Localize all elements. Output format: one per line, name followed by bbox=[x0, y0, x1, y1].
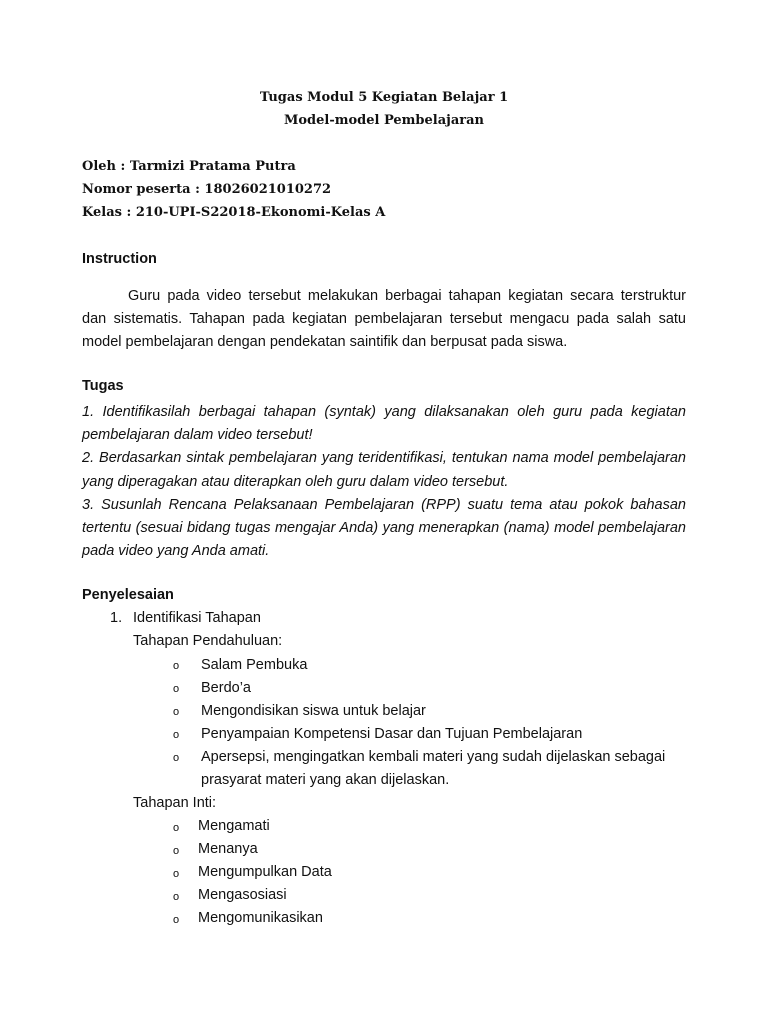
tugas-list bbox=[82, 401, 686, 563]
penyelesaian-heading: Penyelesaian bbox=[82, 587, 174, 603]
instruction-heading: Instruction bbox=[82, 251, 157, 267]
pendahuluan-item-continuation: prasyarat materi yang akan dijelaskan. bbox=[201, 772, 450, 788]
title-line-1: Tugas Modul 5 Kegiatan Belajar 1 bbox=[259, 90, 509, 105]
bullet-icon: o bbox=[173, 891, 180, 903]
pendahuluan-label: Tahapan Pendahuluan: bbox=[133, 633, 283, 649]
inti-item: Mengamati bbox=[198, 818, 270, 834]
bullet-icon: o bbox=[173, 683, 180, 695]
participant-number: Nomor peserta : 18026021010272 bbox=[82, 182, 332, 197]
pendahuluan-item: Salam Pembuka bbox=[201, 657, 308, 673]
tugas-item-1: 1. Identifikasilah berbagai tahapan (syntak) yang dilaksanakan oleh guru pada kegiatan pembelajaran dalam video tersebut! bbox=[82, 404, 686, 444]
author-info bbox=[82, 155, 385, 224]
author-name: Oleh : Tarmizi Pratama Putra bbox=[82, 159, 296, 174]
title-line-2: Model-model Pembelajaran bbox=[283, 113, 485, 128]
class-name: Kelas : 210-UPI-S22018-Ekonomi-Kelas A bbox=[82, 205, 386, 220]
inti-label: Tahapan Inti: bbox=[133, 795, 217, 811]
bullet-icon: o bbox=[173, 868, 180, 880]
instruction-paragraph: Guru pada video tersebut melakukan berbagai tahapan kegiatan secara terstruktur dan sistematis. Tahapan pada kegiatan pembelajaran tersebut mengacu pada salah satu model pembelajaran dengan pendekatan saintifik dan berpusat pada siswa. bbox=[82, 288, 686, 351]
pendahuluan-item: Berdo’a bbox=[201, 680, 251, 696]
bullet-icon: o bbox=[173, 706, 180, 718]
solution-item-number: 1. bbox=[110, 610, 123, 626]
bullet-icon: o bbox=[173, 729, 180, 741]
bullet-icon: o bbox=[173, 914, 180, 926]
bullet-icon: o bbox=[173, 822, 180, 834]
tugas-item-3: 3. Susunlah Rencana Pelaksanaan Pembelajaran (RPP) suatu tema atau pokok bahasan tertentu (sesuai bidang tugas mengajar Anda) yang menerapkan (nama) model pembelajaran pada video yang Anda amati. bbox=[82, 496, 686, 560]
bullet-icon: o bbox=[173, 752, 180, 764]
pendahuluan-item: Apersepsi, mengingatkan kembali materi yang sudah dijelaskan sebagai bbox=[201, 749, 666, 765]
document-title bbox=[0, 86, 768, 132]
bullet-icon: o bbox=[173, 845, 180, 857]
solution-item-title: Identifikasi Tahapan bbox=[133, 610, 261, 626]
pendahuluan-item: Mengondisikan siswa untuk belajar bbox=[201, 703, 426, 719]
pendahuluan-item: Penyampaian Kompetensi Dasar dan Tujuan Pembelajaran bbox=[201, 726, 583, 742]
inti-item: Mengumpulkan Data bbox=[198, 864, 332, 880]
tugas-heading: Tugas bbox=[82, 378, 124, 394]
inti-item: Mengomunikasikan bbox=[198, 910, 323, 926]
inti-item: Menanya bbox=[198, 841, 258, 857]
inti-item: Mengasosiasi bbox=[198, 887, 287, 903]
bullet-icon: o bbox=[173, 660, 180, 672]
tugas-item-2: 2. Berdasarkan sintak pembelajaran yang teridentifikasi, tentukan nama model pembelajaran yang diperagakan atau diterapkan oleh guru dalam video tersebut. bbox=[82, 450, 686, 490]
